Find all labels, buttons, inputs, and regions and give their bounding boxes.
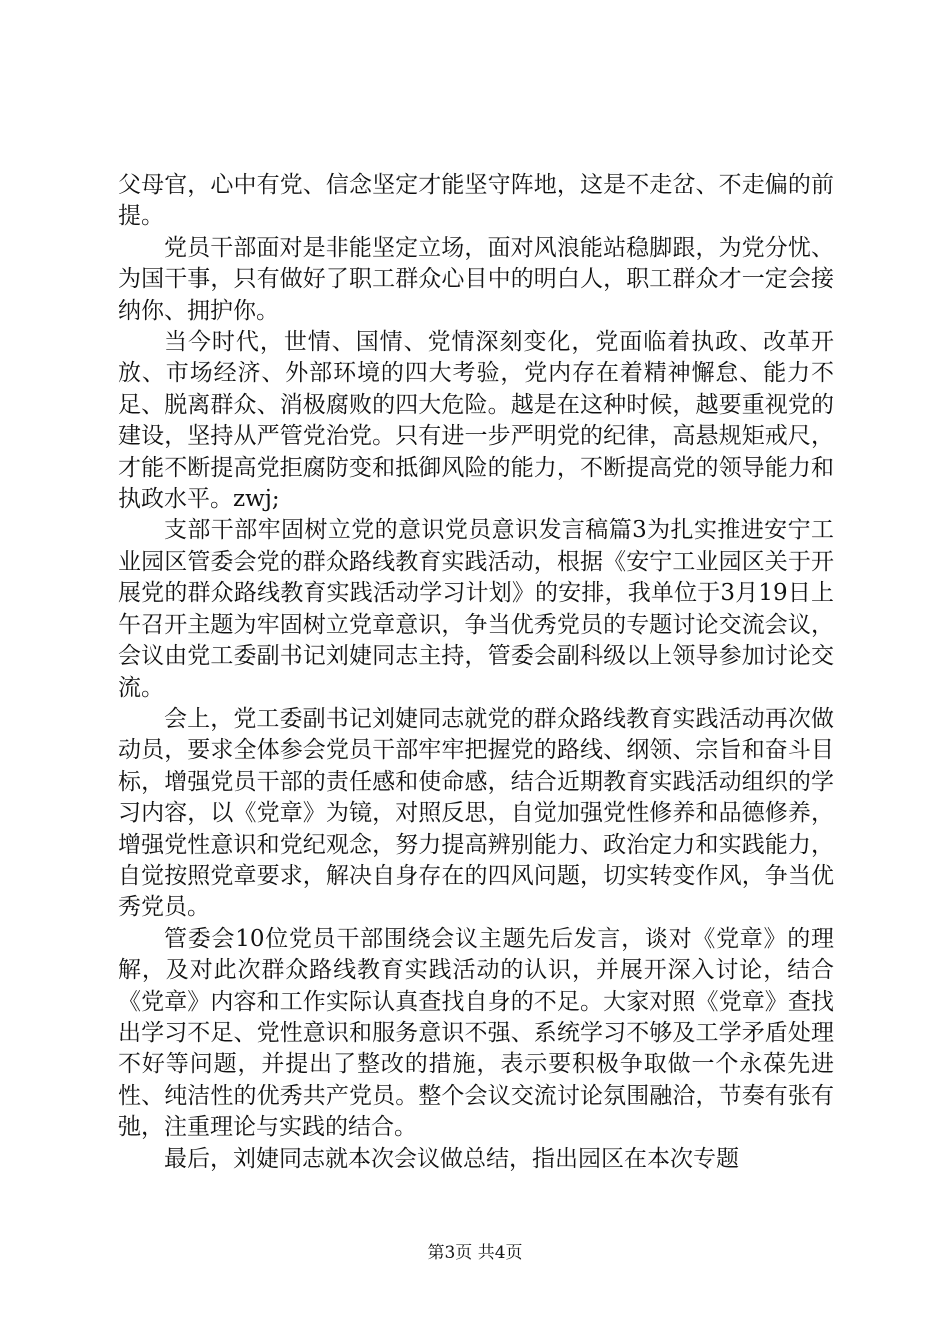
- paragraph-continued: 父母官，心中有党、信念坚定才能坚守阵地，这是不走岔、不走偏的前提。: [118, 172, 834, 230]
- paragraph: 管委会10位党员干部围绕会议主题先后发言，谈对《党章》的理解，及对此次群众路线教育实践活动的认识，并展开深入讨论，结合《党章》内容和工作实际认真查找自身的不足。大家对照《党章》查找出学习不足、党性意识和服务意识不强、系统学习不够及工学矛盾处理不好等问题，并提出了整改的措施，表示要积极争取做一个永葆先进性、纯洁性的优秀共产党员。整个会议交流讨论氛围融洽，节奏有张有弛，注重理论与实践的结合。: [118, 925, 834, 1141]
- paragraph: 党员干部面对是非能坚定立场，面对风浪能站稳脚跟，为党分忧、为国干事，只有做好了职工群众心目中的明白人，职工群众才一定会接纳你、拥护你。: [118, 234, 834, 324]
- paragraph: 支部干部牢固树立党的意识党员意识发言稿篇3为扎实推进安宁工业园区管委会党的群众路线教育实践活动，根据《安宁工业园区关于开展党的群众路线教育实践活动学习计划》的安排，我单位于3月19日上午召开主题为牢固树立党章意识，争当优秀党员的专题讨论交流会议，会议由党工委副书记刘婕同志主持，管委会副科级以上领导参加讨论交流。: [118, 517, 834, 701]
- paragraph: 最后，刘婕同志就本次会议做总结，指出园区在本次专题: [164, 1145, 739, 1172]
- page-footer: 第3页 共4页: [427, 1243, 523, 1263]
- paragraph: 当今时代，世情、国情、党情深刻变化，党面临着执政、改革开放、市场经济、外部环境的四大考验，党内存在着精神懈怠、能力不足、脱离群众、消极腐败的四大危险。越是在这种时候，越要重视党的建设，坚持从严管党治党。只有进一步严明党的纪律，高悬规矩戒尺，才能不断提高党拒腐防变和抵御风险的能力，不断提高党的领导能力和执政水平。zwj;: [118, 329, 834, 513]
- paragraph: 会上，党工委副书记刘婕同志就党的群众路线教育实践活动再次做动员，要求全体参会党员干部牢牢把握党的路线、纲领、宗旨和奋斗目标，增强党员干部的责任感和使命感，结合近期教育实践活动组织的学习内容，以《党章》为镜，对照反思，自觉加强党性修养和品德修养，增强党性意识和党纪观念，努力提高辨别能力、政治定力和实践能力，自觉按照党章要求，解决自身存在的四风问题，切实转变作风，争当优秀党员。: [118, 705, 834, 921]
- document-body: [118, 170, 834, 1175]
